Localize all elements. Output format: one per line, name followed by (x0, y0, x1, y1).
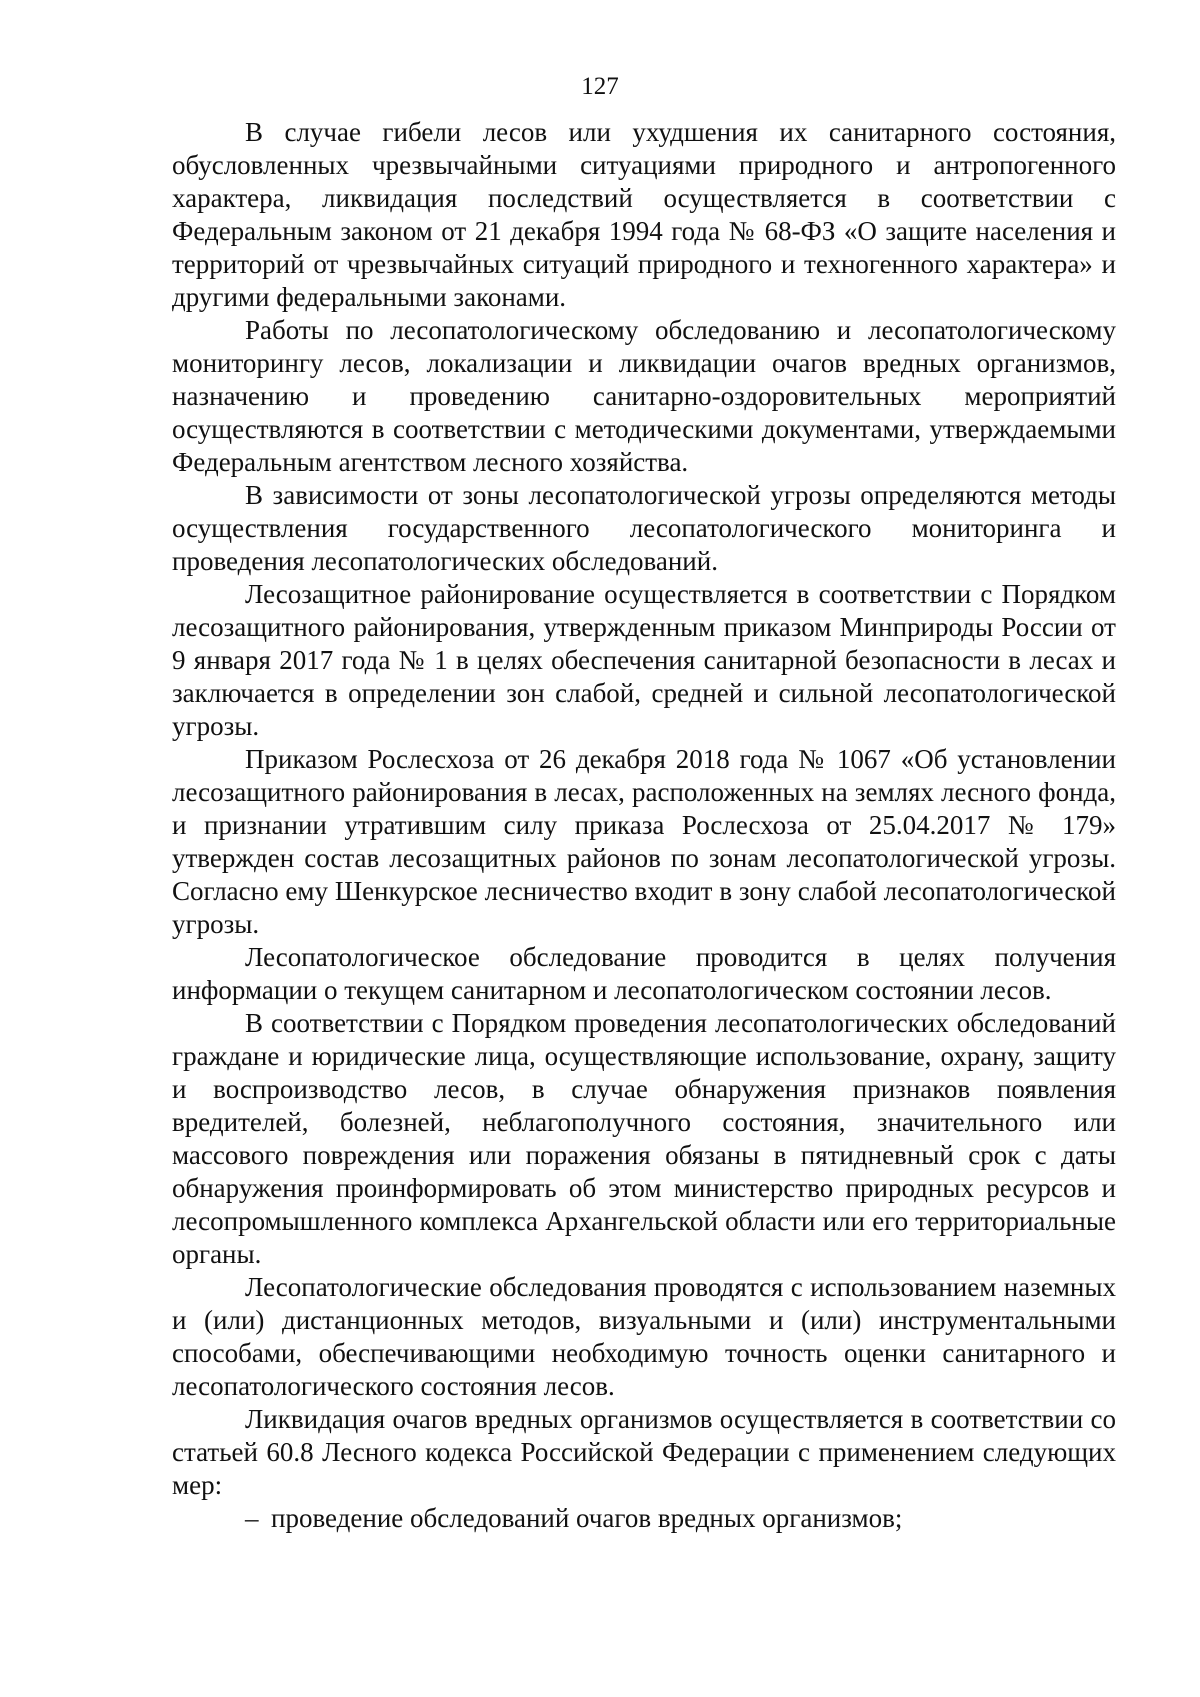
paragraph-survey-procedure: В соответствии с Порядком проведения лесопатологических обследований граждане и юридические лица, осуществляющие использование, охрану, защиту и воспроизводство лесов, в случае обнаружения признаков появления вредителей, болезней, неблагополучного состояния, значительного или массового повреждения или поражения обязаны в пятидневный срок с даты обнаружения проинформировать об этом министерство природных ресурсов и лесопромышленного комплекса Архангельской области или его территориальные органы. (172, 1008, 1116, 1269)
paragraph-rosleskhoz-order: Приказом Рослесхоза от 26 декабря 2018 года № 1067 «Об установлении лесозащитного районирования в лесах, расположенных на землях лесного фонда, и признании утратившим силу приказа Рослесхоза от 25.04.2017 № 179» утвержден состав лесозащитных районов по зонам лесопатологической угрозы. Согласно ему Шенкурское лесничество входит в зону слабой лесопатологической угрозы. (172, 744, 1116, 939)
page-number: 127 (581, 73, 619, 100)
paragraph-forest-protection-zoning: Лесозащитное районирование осуществляется в соответствии с Порядком лесозащитного районирования, утвержденным приказом Минприроды России от 9 января 2017 года № 1 в целях обеспечения санитарной безопасности в лесах и заключается в определении зон слабой, средней и сильной лесопатологической угрозы. (172, 579, 1116, 741)
paragraph-survey-purpose: Лесопатологическое обследование проводится в целях получения информации о текущем санитарном и лесопатологическом состоянии лесов. (172, 942, 1116, 1005)
paragraph-threat-zone-methods: В зависимости от зоны лесопатологической угрозы определяются методы осуществления государственного лесопатологического мониторинга и проведения лесопатологических обследований. (172, 480, 1116, 576)
paragraph-emergency-liquidation: В случае гибели лесов или ухудшения их санитарного состояния, обусловленных чрезвычайными ситуациями природного и антропогенного характера, ликвидация последствий осуществляется в соответствии с Федеральным законом от 21 декабря 1994 года № 68-ФЗ «О защите населения и территорий от чрезвычайных ситуаций природного и техногенного характера» и другими федеральными законами. (172, 117, 1116, 312)
measures-list (172, 1502, 1116, 1535)
paragraph-survey-methods: Лесопатологические обследования проводятся с использованием наземных и (или) дистанционных методов, визуальными и (или) инструментальными способами, обеспечивающими необходимую точность оценки санитарного и лесопатологического состояния лесов. (172, 1272, 1116, 1401)
list-item-text: проведение обследований очагов вредных организмов; (271, 1503, 903, 1533)
list-dash-marker: – (245, 1503, 259, 1533)
paragraph-forest-pathology-works: Работы по лесопатологическому обследованию и лесопатологическому мониторингу лесов, локализации и ликвидации очагов вредных организмов, назначению и проведению санитарно-оздоровительных мероприятий осуществляются в соответствии с методическими документами, утверждаемыми Федеральным агентством лесного хозяйства. (172, 315, 1116, 477)
list-item (172, 1502, 1116, 1535)
document-body (172, 116, 1116, 1535)
paragraph-pest-liquidation: Ликвидация очагов вредных организмов осуществляется в соответствии со статьей 60.8 Лесного кодекса Российской Федерации с применением следующих мер: (172, 1404, 1116, 1500)
